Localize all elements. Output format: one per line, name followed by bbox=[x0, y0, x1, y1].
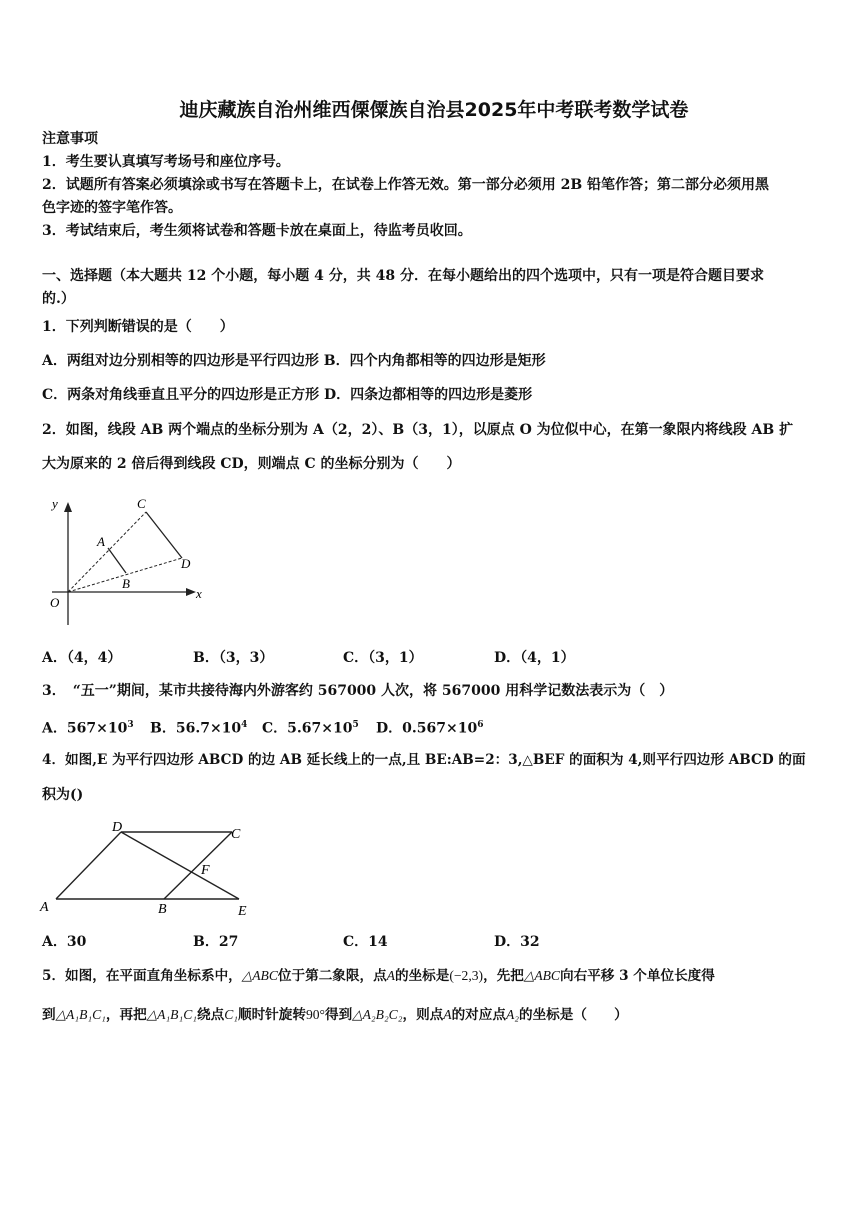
q3-option-d bbox=[376, 715, 483, 739]
q3-option-a-mantissa: 567×10 bbox=[66, 720, 128, 737]
q5-text-11: ，则点 bbox=[402, 1007, 444, 1023]
q4-figure bbox=[36, 815, 266, 920]
notice-heading: 注意事项 bbox=[42, 131, 98, 147]
q3-option-b bbox=[150, 715, 247, 739]
label-a: A bbox=[40, 900, 49, 915]
q3-option-d-mantissa: 0.567×10 bbox=[402, 720, 478, 737]
q3-option-b-exp: 4 bbox=[241, 720, 248, 730]
y-arrow bbox=[64, 502, 72, 512]
segment-cd bbox=[146, 512, 182, 558]
notice-item-2-cont: 色字迹的签字笔作答。 bbox=[42, 200, 182, 216]
q3-option-c-exp: 5 bbox=[352, 720, 359, 730]
section-heading-line1: 一、选择题（本大题共 12 个小题，每小题 4 分，共 48 分．在每小题给出的四个选项中，只有一项是符合题目要求 bbox=[42, 268, 764, 284]
q3-option-a bbox=[42, 715, 134, 739]
q3-option-c bbox=[262, 715, 359, 739]
q5-text-2: 位于第二象限，点 bbox=[277, 968, 387, 984]
q5-text-1: 5．如图，在平面直角坐标系中， bbox=[42, 968, 242, 984]
notice-item-3: 3．考试结束后，考生须将试卷和答题卡放在桌面上，待监考员收回。 bbox=[42, 223, 472, 239]
q3-option-a-label: A． bbox=[42, 720, 67, 737]
q4-stem-line2: 积为() bbox=[42, 787, 84, 803]
q5-point-c1: C₁ bbox=[224, 1007, 238, 1022]
q3-option-d-exp: 6 bbox=[477, 720, 484, 730]
q2-option-a: A．（4，4） bbox=[42, 650, 122, 666]
q3-option-c-label: C． bbox=[262, 720, 288, 737]
segment-ab bbox=[108, 548, 126, 573]
q5-triangle-abc-2: △ABC bbox=[523, 968, 560, 983]
label-a: A bbox=[97, 534, 105, 549]
label-c: C bbox=[137, 496, 146, 511]
label-b: B bbox=[158, 902, 167, 917]
q3-option-d-label: D． bbox=[376, 720, 403, 737]
q2-option-c: C．（3，1） bbox=[343, 650, 423, 666]
q2-stem-line1: 2．如图，线段 AB 两个端点的坐标分别为 A（2，2）、B（3，1），以原点 O 为位似中心，在第一象限内将线段 AB 扩 bbox=[42, 422, 794, 438]
q5-text-5: 向右平移 3 个单位长度得 bbox=[560, 968, 715, 984]
label-b: B bbox=[122, 576, 130, 591]
notice-item-2: 2．试题所有答案必须填涂或书写在答题卡上，在试卷上作答无效。第一部分必须用 2B 铅笔作答；第二部分必须用黑 bbox=[42, 177, 770, 193]
label-e: E bbox=[238, 904, 247, 919]
q4-option-b: B．27 bbox=[193, 934, 239, 950]
q5-text-8: 绕点 bbox=[197, 1007, 225, 1023]
q3-option-b-mantissa: 56.7×10 bbox=[175, 720, 242, 737]
q2-option-d: D．（4，1） bbox=[494, 650, 575, 666]
q5-text-12: 的对应点 bbox=[451, 1007, 506, 1023]
label-x: x bbox=[196, 586, 202, 601]
q1-options-cd: C．两条对角线垂直且平分的四边形是正方形 D．四条边都相等的四边形是菱形 bbox=[42, 387, 533, 403]
q5-angle: 90° bbox=[305, 1007, 325, 1022]
q4-option-a: A．30 bbox=[42, 934, 87, 950]
q4-option-d: D．32 bbox=[494, 934, 540, 950]
q5-text-3: 的坐标是 bbox=[394, 968, 450, 984]
q5-text-13: 的坐标是（ ） bbox=[518, 1007, 628, 1023]
q5-point-a-2: A bbox=[443, 1007, 452, 1022]
label-d: D bbox=[112, 820, 123, 835]
q5-point-a: A bbox=[386, 968, 395, 983]
q5-coord: (−2,3) bbox=[449, 968, 484, 983]
notice-item-1-text: 1．考生要认真填写考场号和座位序号。 bbox=[42, 154, 290, 170]
q4-option-c: C．14 bbox=[343, 934, 388, 950]
q5-triangle-a1b1c1: △A₁B₁C₁ bbox=[55, 1007, 106, 1022]
q3-option-c-mantissa: 5.67×10 bbox=[287, 720, 353, 737]
q5-stem-line1 bbox=[42, 966, 715, 986]
q5-text-10: 得到 bbox=[324, 1007, 353, 1023]
q3-option-a-exp: 3 bbox=[127, 720, 134, 730]
label-d: D bbox=[181, 556, 191, 571]
label-f: F bbox=[201, 863, 210, 878]
q3-option-b-label: B． bbox=[150, 720, 176, 737]
q5-text-4: ，先把 bbox=[483, 968, 524, 984]
q5-point-a2: A₂ bbox=[505, 1007, 519, 1022]
q5-triangle-a1b1c1-2: △A₁B₁C₁ bbox=[146, 1007, 197, 1022]
side-ad bbox=[56, 832, 121, 899]
q5-text-9: 顺时针旋转 bbox=[237, 1007, 306, 1023]
q5-stem-line2 bbox=[42, 1005, 628, 1025]
q2-figure bbox=[40, 490, 215, 630]
q5-triangle-abc: △ABC bbox=[241, 968, 278, 983]
section-heading-line2: 的.） bbox=[42, 291, 75, 307]
q1-stem: 1．下列判断错误的是（ ） bbox=[42, 319, 234, 335]
label-y: y bbox=[52, 496, 58, 511]
q1-options-ab: A．两组对边分别相等的四边形是平行四边形 B．四个内角都相等的四边形是矩形 bbox=[42, 353, 546, 369]
q5-text-7: ，再把 bbox=[105, 1007, 147, 1023]
q2-option-b: B．（3，3） bbox=[193, 650, 274, 666]
page-title: 迪庆藏族自治州维西傈僳族自治县2025年中考联考数学试卷 bbox=[179, 99, 689, 121]
label-c: C bbox=[231, 827, 241, 842]
q3-stem: 3． “五一”期间，某市共接待海内外游客约 567000 人次，将 567000 用科学记数法表示为（ ） bbox=[42, 683, 674, 699]
x-arrow bbox=[186, 588, 196, 596]
notice-item-1 bbox=[42, 152, 290, 172]
q5-text-6: 到 bbox=[42, 1007, 56, 1023]
q5-triangle-a2b2c2: △A₂B₂C₂ bbox=[352, 1007, 403, 1022]
label-o: O bbox=[50, 595, 60, 610]
q2-stem-line2: 大为原来的 2 倍后得到线段 CD，则端点 C 的坐标分别为（ ） bbox=[42, 456, 461, 472]
q4-stem-line1: 4．如图,E 为平行四边形 ABCD 的边 AB 延长线上的一点,且 BE:AB=2：3,△BEF 的面积为 4,则平行四边形 ABCD 的面 bbox=[42, 752, 806, 768]
